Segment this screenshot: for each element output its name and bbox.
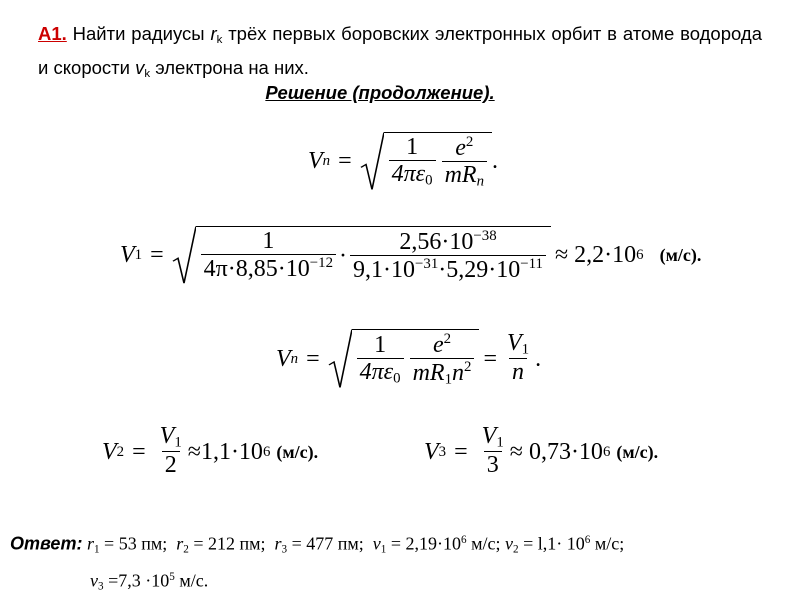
f4-lhs-sub: 2 [116, 443, 125, 460]
f5-unit: (м/с). [616, 441, 659, 462]
f2-frac-2: $\frac{2,56\cdot 10^{-38}}{9,1\cdot 10^{-31}\cdot 5,29\cdot 10^{-11}}$ [350, 229, 546, 285]
f5-approx-sup: 6 [602, 443, 611, 460]
f1-radical-sign [360, 132, 384, 191]
f5-frac: $\frac{V_1}{3}$ [481, 423, 504, 479]
velocity-subscript: k [144, 67, 151, 80]
f5-lhs-sub: 3 [438, 443, 447, 460]
f1-lhs-sub: n [322, 152, 331, 169]
f3-lhs: V [276, 345, 291, 372]
f2-eq: = [150, 241, 164, 268]
f2-approx: ≈ 2,2·10 [555, 241, 637, 268]
problem-text-1: Найти радиусы [66, 23, 211, 44]
f3-frac-3: $\frac{V_1}{n}$ [507, 330, 530, 386]
f2-unit: (м/с). [659, 244, 702, 265]
f4-eq: = [132, 438, 146, 465]
f1-frac-2: $\frac{e^2}{mR_n}$ [442, 135, 487, 191]
formula-v3 [424, 420, 658, 484]
formula-vn-relation [276, 318, 541, 400]
answer-line-2: $v_3 =7,3 \cdot 10^5$ м/с. [90, 571, 209, 593]
answer-line-1: Ответ: $r_1 = 53$ пм; $r_2 = 212$ пм; $r_3 = 477$ пм; $v_1 = 2,19\cdot 10^6$ м/с; $v_2 = l,1\cdot 10^6$ м/с; [10, 533, 625, 556]
velocity-symbol: v [135, 56, 145, 78]
f3-eq2: = [483, 345, 497, 372]
solution-heading: Решение (продолжение). [265, 82, 495, 103]
f1-frac-1: $\frac{1}{4\pi\varepsilon_0}$ [389, 135, 436, 190]
f5-lhs: V [424, 438, 439, 465]
f2-lhs: V [120, 241, 135, 268]
problem-text-3: электрона на них. [150, 56, 309, 78]
formula-vn-general [308, 120, 498, 202]
f2-radical-sign [172, 226, 196, 285]
f1-eq: = [338, 147, 352, 174]
problem-text-2: трёх первых боровских электронных орбит в атоме водорода и скорости [38, 23, 762, 78]
f3-radical-sign [328, 329, 352, 389]
f3-frac-2: $\frac{e^2}{mR_1n^2}$ [410, 332, 475, 389]
radius-symbol: r [210, 23, 217, 44]
f2-sqrt [172, 226, 551, 285]
f3-eq: = [306, 345, 320, 372]
f3-end: . [535, 345, 542, 372]
problem-statement [38, 20, 762, 88]
f3-lhs-sub: n [290, 350, 299, 367]
f4-approx: ≈1,1·10 [187, 438, 263, 465]
f2-approx-sup: 6 [636, 246, 644, 263]
f1-lhs: V [308, 147, 323, 174]
f3-sqrt [328, 329, 480, 389]
f2-lhs-sub: 1 [134, 246, 143, 263]
f3-frac-1: $\frac{1}{4\pi\varepsilon_0}$ [357, 333, 404, 388]
radius-subscript: k [216, 33, 223, 46]
answer-block [10, 526, 790, 601]
f2-frac-1: $\frac{1}{4\pi\cdot 8,85\cdot 10^{-12}}$ [201, 229, 336, 284]
f4-lhs: V [102, 438, 117, 465]
f5-approx: ≈ 0,73·10 [509, 438, 603, 465]
f4-unit: (м/с). [276, 441, 319, 462]
f2-dot: · [339, 243, 348, 269]
f1-sqrt [360, 132, 492, 191]
f5-eq: = [454, 438, 468, 465]
formula-v2 [102, 420, 318, 484]
f4-frac: $\frac{V_1}{2}$ [159, 423, 182, 479]
formula-v1-calc [120, 214, 701, 296]
f1-end: . [492, 147, 499, 174]
problem-label: А1. [38, 23, 67, 44]
f4-approx-sup: 6 [262, 443, 271, 460]
answer-label: Ответ: [10, 533, 83, 554]
